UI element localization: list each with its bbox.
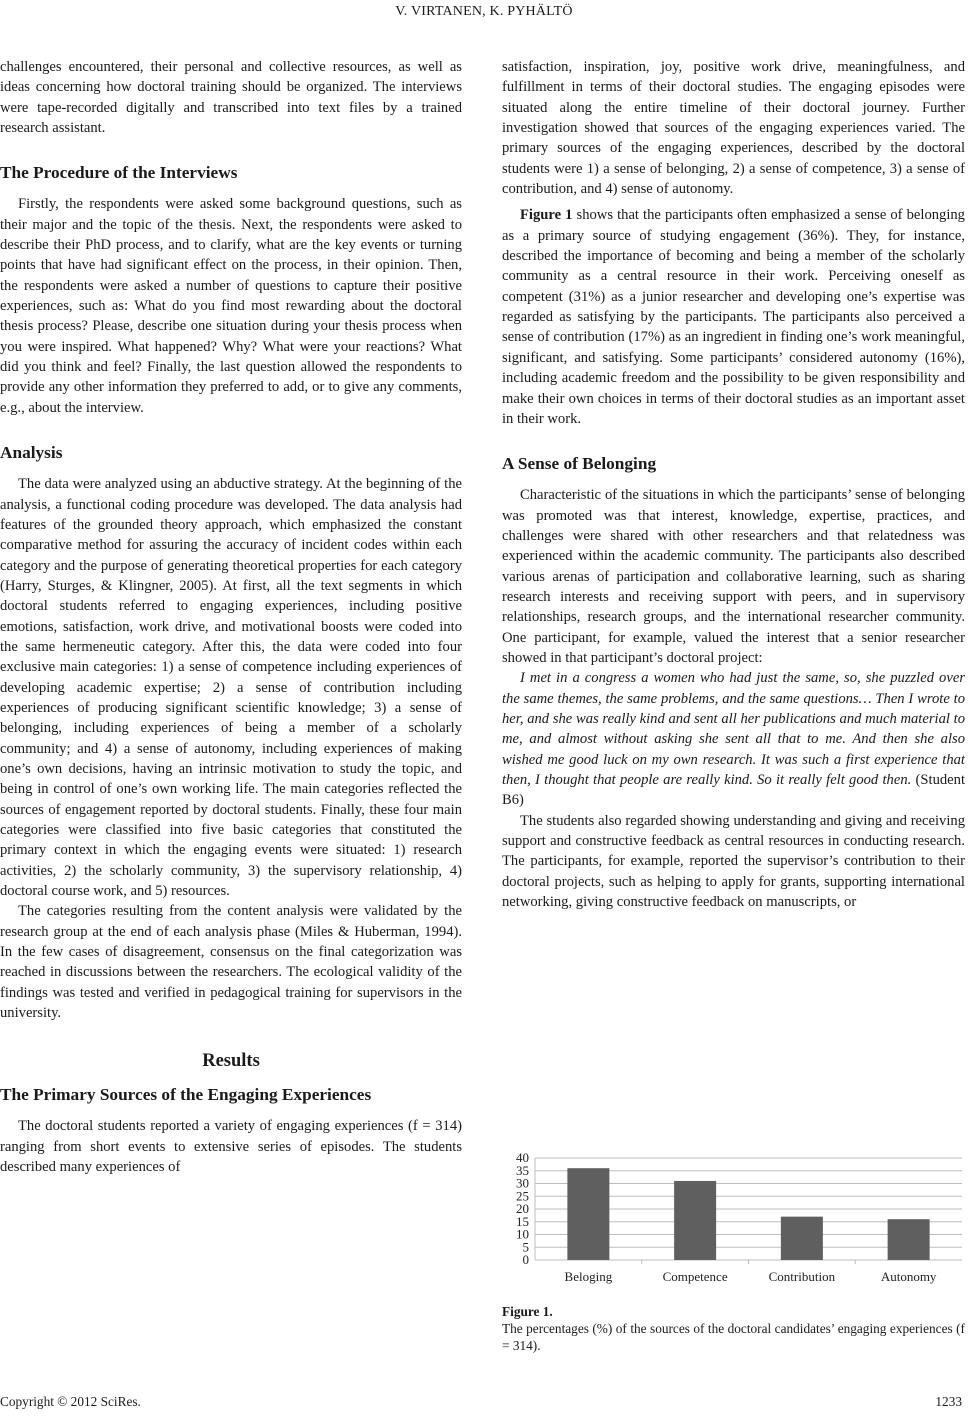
quote-text: I met in a congress a women who had just the same, so, she puzzled over the same themes, the same problems, and the same questions… Then I wrote to her, and she was really kind and sent all her publications and much material to me, and almost without asking she sent all that to me. And then she also wished me good luck on my own research. It was such a first experience that then, I thought that people are really kind. So it really felt good then. (502, 670, 965, 788)
y-tick-label: 40 (516, 1150, 529, 1165)
x-category-label: Contribution (768, 1269, 836, 1284)
x-category-label: Beloging (564, 1269, 613, 1284)
y-tick-label: 10 (516, 1226, 529, 1242)
section-heading-results: Results (202, 1051, 260, 1072)
paragraph: satisfaction, inspiration, joy, positive work drive, meaningfulness, and fulfillment in terms of their doctoral studies. The engaging episodes were situated along the entire timeline of their doctoral journey. Further investigation showed that sources of the engaging experiences varied. The primary sources of the engaging experiences, described by the doctoral students were 1) a sense of belonging, 2) a sense of competence, 3) a sense of contribution, and 4) sense of autonomy. (502, 59, 965, 198)
section-heading-primary-sources: The Primary Sources of the Engaging Experiences (0, 1085, 372, 1105)
section-heading-procedure: The Procedure of the Interviews (0, 163, 238, 183)
paragraph: The data were analyzed using an abductive strategy. At the beginning of the analysis, a functional coding procedure was developed. The data analysis had features of the grounded theory approach, which emphasized the constant comparative method for assuring the accuracy of incident codes within each category and the purpose of generating theoretical properties for each category (Harry, Sturges, & Klingner, 2005). At first, all the text segments in which doctoral students referred to engaging experiences, including positive emotions, satisfaction, work drive, and motivational boosts were coded into the same hermeneutic category. After this, the data were coded into four exclusive main categories: 1) a sense of competence including experiences of developing academic expertise; 2) a sense of contribution including experiences of producing significant scientific knowledge; 3) a sense of belonging, including experiences of being a member of a scholarly community; and 4) a sense of autonomy, including experiences of making one’s own decisions, having an intrinsic motivation to study the topic, and being in control of one’s own working life. The main categories reflected the sources of engagement reported by doctoral students. Finally, these four main categories were classified into five basic categories that constituted the primary context in which the engaging events were situated: 1) research activities, 2) the scholarly community, 3) the supervisory relationship, 4) doctoral course work, and 5) resources. (0, 476, 462, 900)
figure-reference-link[interactable]: Figure 1 (520, 207, 573, 224)
y-tick-label: 25 (516, 1188, 529, 1204)
paragraph: challenges encountered, their personal and collective resources, as well as ideas concerning how doctoral training should be organized. The interviews were tape-recorded digitally and transcribed into text files by a trained research assistant. (0, 59, 462, 137)
paragraph: The categories resulting from the content analysis were validated by the research group at the end of each analysis phase (Miles & Huberman, 1994). In the few cases of disagreement, consensus on the final categorization was reached in discussions between the researchers. The ecological validity of the findings was tested and verified in pedagogical training for supervisors in the university. (0, 903, 462, 1022)
y-tick-label: 0 (522, 1252, 529, 1267)
y-tick-label: 35 (516, 1162, 529, 1178)
bar-chart-svg (502, 1150, 965, 1290)
y-tick-label: 15 (516, 1213, 529, 1229)
paragraph-text: shows that the participants often emphasized a sense of belonging as a primary source of studying engagement (36%). They, for instance, described the importance of becoming and being a member of the scholarly community as a central resource in their work. Perceiving oneself as competent (31%) as a junior researcher and developing one’s expertise was regarded as satisfying by the participants. The participants also perceived a sense of contribution (17%) as an ingredient in finding one’s work meaningful, significant, and satisfying. Some participants’ considered autonomy (16%), including academic freedom and the possibility to be given responsibility and make their own choices in terms of their doctoral studies as an important asset in their work. (502, 207, 965, 427)
paragraph: The students also regarded showing understanding and giving and receiving support and constructive feedback as central resources in conducting research. The participants, for example, reported the supervisor’s contribution to their doctoral projects, such as helping to apply for grants, supporting international networking, giving constructive feedback on manuscripts, or (502, 812, 965, 911)
paragraph: The doctoral students reported a variety of engaging experiences (f = 314) ranging from short events to extensive series of episodes. The students described many experiences of (0, 1118, 462, 1176)
paragraph: Characteristic of the situations in which the participants’ sense of belonging was promoted was that interest, knowledge, expertise, practices, and challenges were shared with other researchers and that relatedness was experienced within the academic community. The participants also described various arenas of participation and collaborative learning, such as sharing research interests and receiving support with peers, and in supervisory relationships, research groups, and the international researcher community. One participant, for example, valued the interest that a senior researcher showed in that participant’s doctoral project: (502, 487, 965, 666)
figure-1-bar-chart (502, 1150, 965, 1290)
left-column (0, 57, 462, 1177)
copyright: Copyright © 2012 SciRes. (0, 1394, 141, 1409)
section-heading-belonging: A Sense of Belonging (502, 454, 657, 474)
page-number: 1233 (935, 1394, 962, 1409)
y-tick-label: 30 (516, 1175, 529, 1191)
y-tick-label: 20 (516, 1201, 529, 1216)
running-head: V. VIRTANEN, K. PYHÄLTÖ (395, 4, 573, 19)
y-tick-label: 5 (522, 1239, 529, 1255)
x-category-label: Autonomy (880, 1269, 937, 1284)
block-quote (502, 668, 965, 810)
figure-label: Figure 1. (502, 1304, 553, 1319)
bar-autonomy (888, 1219, 930, 1260)
paragraph: Firstly, the respondents were asked some background questions, such as their major and the topic of the thesis. Next, the respondents were asked to describe their PhD process, and to clarify, what are the key events or turning points that have had significant effect on the process, in their opinion. Then, the respondents were asked a number of questions to capture their positive experiences, such as: What do you find most rewarding about the doctoral thesis process? Please, describe one situation during your thesis process when you were inspired. What happened? Why? What were your reactions? What did you think and feel? Finally, the last question allowed the respondents to provide any other information they preferred to add, or to give any comments, e.g., about the interview. (0, 196, 462, 416)
bar-beloging (567, 1168, 609, 1260)
bar-competence (674, 1181, 716, 1260)
quote-source: (Student B6) (502, 772, 966, 809)
figure-caption-text: The percentages (%) of the sources of the doctoral candidates’ engaging experiences (f = 314). (502, 1321, 965, 1353)
bar-contribution (781, 1217, 823, 1260)
x-category-label: Competence (662, 1269, 728, 1284)
figure-caption (502, 1303, 965, 1354)
right-column (502, 57, 965, 912)
paragraph (502, 205, 965, 429)
section-heading-analysis: Analysis (0, 443, 63, 463)
